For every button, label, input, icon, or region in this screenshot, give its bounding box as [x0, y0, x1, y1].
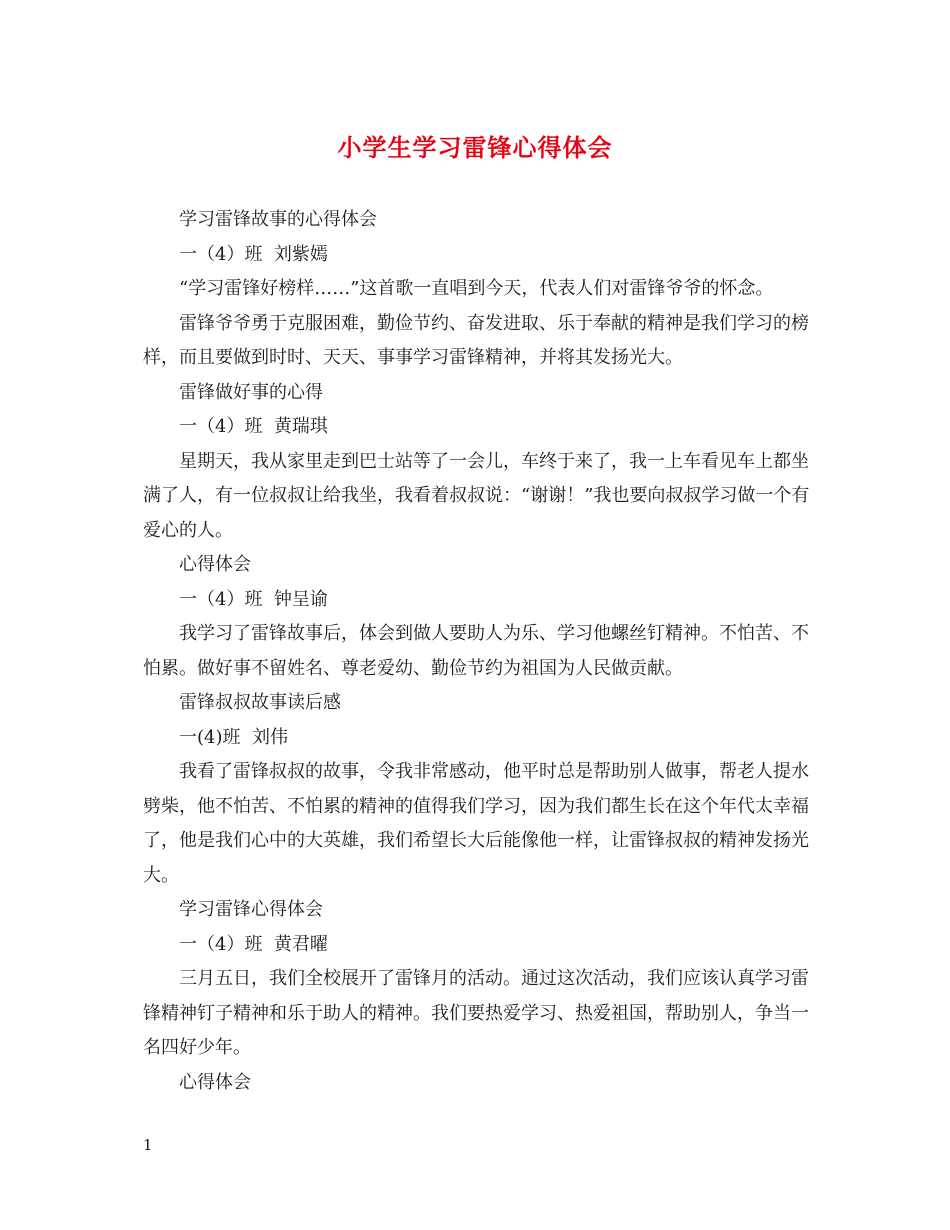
body-paragraph: 我看了雷锋叔叔的故事，令我非常感动，他平时总是帮助别人做事，帮老人提水劈柴，他不怕苦、不怕累的精神的值得我们学习，因为我们都生长在这个年代太幸福了，他是我们心中的大英雄，我们希望长大后能像他一样，让雷锋叔叔的精神发扬光大。	[143, 761, 809, 886]
author-line: 一(4)班 刘伟	[179, 726, 288, 748]
body-paragraph: 星期天，我从家里走到巴士站等了一会儿，车终于来了，我一上车看见车上都坐满了人，有一位叔叔让给我坐，我看着叔叔说：“谢谢！”我也要向叔叔学习做一个有爱心的人。	[143, 450, 810, 541]
section-heading: 雷锋做好事的心得	[179, 381, 323, 403]
section-heading: 雷锋叔叔故事读后感	[179, 692, 341, 713]
body-paragraph: “学习雷锋好榜样……”这首歌一直唱到今天，代表人们对雷锋爷爷的怀念。	[179, 278, 774, 299]
body-paragraph: 三月五日，我们全校展开了雷锋月的活动。通过这次活动，我们应该认真学习雷锋精神钉子精神和乐于助人的精神。我们要热爱学习、热爱祖国，帮助别人，争当一名四好少年。	[143, 968, 809, 1058]
body-paragraph: 我学习了雷锋故事后，体会到做人要助人为乐、学习他螺丝钉精神。不怕苦、不怕累。做好事不留姓名、尊老爱幼、勤俭节约为祖国为人民做贡献。	[143, 623, 809, 679]
author-line: 一（4）班 刘紫嫣	[179, 243, 328, 265]
page-number: 1	[143, 1136, 153, 1154]
section-heading: 学习雷锋心得体会	[179, 899, 323, 920]
section-heading: 心得体会	[179, 554, 251, 575]
author-line: 一（4）班 黄君曜	[179, 933, 328, 955]
author-line: 一（4）班 黄瑞琪	[179, 416, 328, 437]
author-line: 一（4）班 钟呈谕	[179, 588, 328, 610]
body-paragraph: 雷锋爷爷勇于克服困难，勤俭节约、奋发进取、乐于奉献的精神是我们学习的榜样，而且要做到时时、天天、事事学习雷锋精神，并将其发扬光大。	[143, 312, 809, 368]
section-heading: 心得体会	[179, 1071, 251, 1093]
document-body	[143, 203, 823, 1100]
document-title: 小学生学习雷锋心得体会	[337, 133, 613, 162]
section-heading: 学习雷锋故事的心得体会	[179, 209, 377, 230]
